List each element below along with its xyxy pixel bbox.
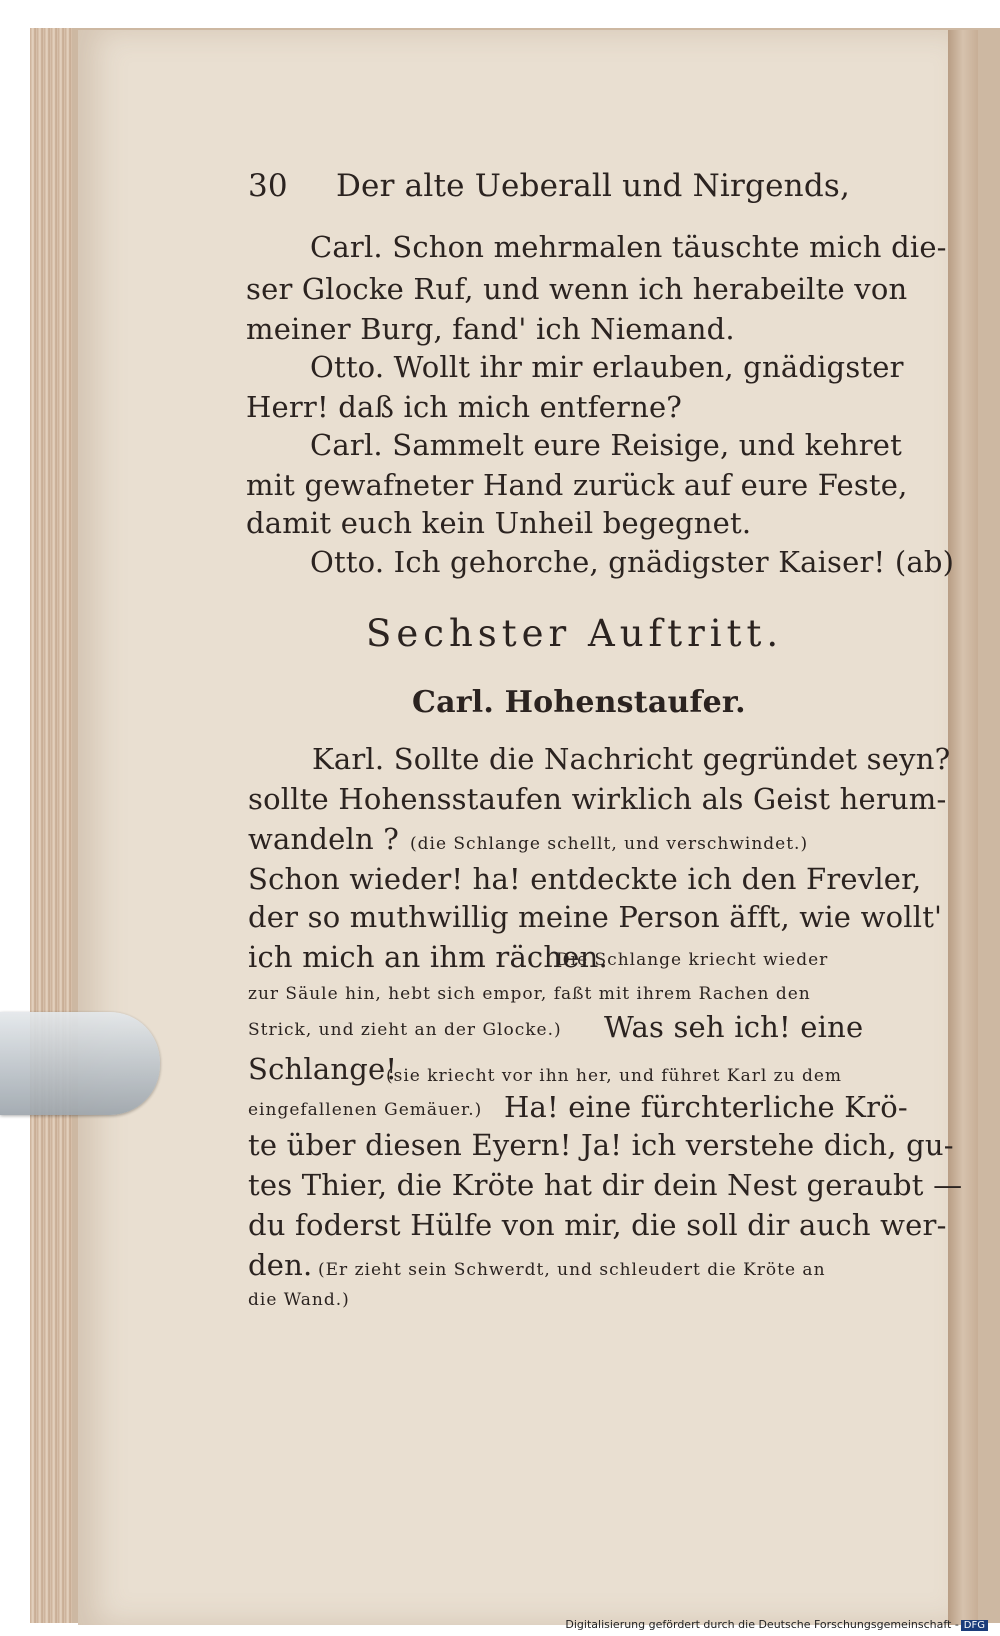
- stage-direction: die Wand.): [248, 1290, 350, 1310]
- text-line: wandeln ?: [248, 822, 400, 856]
- text-line: Ha! eine fürchterliche Krö-: [504, 1090, 908, 1124]
- stage-direction: Die Schlange kriecht wieder: [556, 950, 829, 970]
- scene-heading: Sechster Auftritt.: [366, 612, 784, 655]
- text-line: meiner Burg, fand' ich Niemand.: [246, 312, 735, 346]
- text-line: ich mich an ihm rächen.: [248, 940, 608, 974]
- text-line: Otto. Ich gehorche, gnädigster Kaiser! (ab): [310, 545, 955, 579]
- page-number: 30: [248, 168, 288, 204]
- text-line: den.: [248, 1248, 313, 1282]
- text-line: du foderst Hülfe von mir, die soll dir auch wer-: [248, 1208, 947, 1242]
- text-line: Karl. Sollte die Nachricht gegründet seyn?: [312, 742, 951, 776]
- text-line: mit gewafneter Hand zurück auf eure Feste,: [246, 468, 908, 502]
- page-edges-left: [30, 28, 72, 1623]
- scanner-clamp: [0, 1012, 160, 1115]
- text-line: ser Glocke Ruf, und wenn ich herabeilte von: [246, 272, 908, 306]
- dfg-logo: DFG: [961, 1620, 988, 1631]
- stage-direction: zur Säule hin, hebt sich empor, faßt mit ihrem Rachen den: [248, 984, 811, 1004]
- page-edge-right: [948, 30, 978, 1625]
- book-page: [78, 30, 951, 1625]
- stage-direction: (sie kriecht vor ihn her, und führet Karl zu dem: [386, 1066, 843, 1086]
- stage-direction: eingefallenen Gemäuer.): [248, 1100, 483, 1120]
- text-line: Was seh ich! eine: [604, 1010, 864, 1044]
- stage-direction: (Er zieht sein Schwerdt, und schleudert die Kröte an: [318, 1260, 826, 1280]
- characters-line: Carl. Hohenstaufer.: [412, 685, 746, 720]
- text-line: tes Thier, die Kröte hat dir dein Nest geraubt —: [248, 1168, 963, 1202]
- text-line: Schon wieder! ha! entdeckte ich den Frevler,: [248, 862, 922, 896]
- text-line: Otto. Wollt ihr mir erlauben, gnädigster: [310, 350, 904, 384]
- text-line: Carl. Sammelt eure Reisige, und kehret: [310, 428, 903, 462]
- text-line: der so muthwillig meine Person äfft, wie wollt': [248, 900, 943, 934]
- text-line: Herr! daß ich mich entferne?: [246, 390, 683, 424]
- stage-direction: Strick, und zieht an der Glocke.): [248, 1020, 562, 1040]
- text-line: te über diesen Eyern! Ja! ich verstehe dich, gu-: [248, 1128, 954, 1162]
- text-line: sollte Hohensstaufen wirklich als Geist herum-: [248, 782, 947, 816]
- footer-text: Digitalisierung gefördert durch die Deutsche Forschungsgemeinschaft -: [565, 1618, 959, 1631]
- text-line: Schlange!: [248, 1052, 398, 1086]
- footer-credit: [565, 1618, 988, 1631]
- text-line: damit euch kein Unheil begegnet.: [246, 506, 752, 540]
- running-title: Der alte Ueberall und Nirgends,: [336, 168, 851, 204]
- stage-direction: (die Schlange schellt, und verschwindet.): [410, 834, 809, 854]
- text-line: Carl. Schon mehrmalen täuschte mich die-: [310, 230, 947, 264]
